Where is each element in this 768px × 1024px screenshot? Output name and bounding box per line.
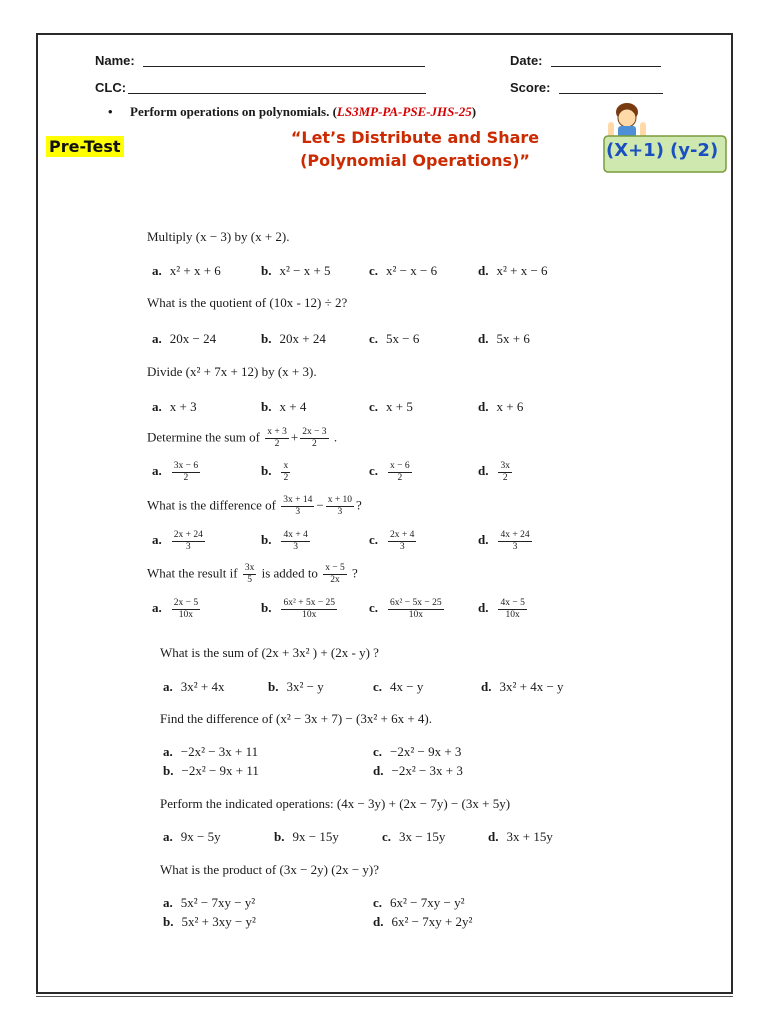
objective	[108, 104, 476, 120]
question-7: What is the sum of (2x + 3x² ) + (2x - y) ?	[160, 645, 379, 660]
fraction: $\frac{3x + 14}{3}$	[283, 495, 313, 517]
option-3a[interactable]: a. x + 3	[152, 399, 197, 414]
question-5: What is the difference of $\frac{3x + 14}{3}$ − $\frac{x + 10}{3}$ ?	[147, 495, 362, 517]
pretest-label: Pre-Test	[46, 136, 124, 157]
clipart-right-text: (y-2)	[670, 140, 719, 161]
option-10b[interactable]: b. 5x² + 3xy − y²	[163, 914, 256, 929]
question-10: What is the product of (3x − 2y) (2x − y)?	[160, 862, 379, 877]
option-1a[interactable]: a. x² + x + 6	[152, 263, 221, 278]
option-7d[interactable]: d. 3x² + 4x − y	[481, 679, 564, 694]
option-5a[interactable]: a. $\frac{2x + 24}{3}$	[152, 530, 203, 552]
name-label: Name:	[95, 53, 135, 68]
cartoon-boy-icon	[602, 98, 728, 174]
question-2: What is the quotient of (10x - 12) ÷ 2?	[147, 295, 348, 310]
fraction: $\frac{2x - 3}{2}$	[302, 427, 327, 449]
option-3d[interactable]: d. x + 6	[478, 399, 524, 414]
bottom-rule	[36, 996, 733, 997]
option-2b[interactable]: b. 20x + 24	[261, 331, 326, 346]
objective-text: Perform operations on polynomials. (	[130, 104, 337, 119]
option-4c[interactable]: c. $\frac{x - 6}{2}$	[369, 461, 410, 483]
option-9a[interactable]: a. 9x − 5y	[163, 829, 221, 844]
question-3: Divide (x² + 7x + 12) by (x + 3).	[147, 364, 317, 379]
option-3c[interactable]: c. x + 5	[369, 399, 413, 414]
clipart-left-text: (X+1)	[606, 140, 664, 161]
question-1: Multiply (x − 3) by (x + 2).	[147, 229, 290, 244]
question-4: Determine the sum of $\frac{x + 3}{2}$ + $\frac{2x - 3}{2}$ .	[147, 427, 338, 449]
option-5d[interactable]: d. $\frac{4x + 24}{3}$	[478, 530, 530, 552]
option-1d[interactable]: d. x² + x − 6	[478, 263, 548, 278]
clc-field[interactable]	[128, 93, 426, 94]
score-label: Score:	[510, 80, 551, 95]
option-3b[interactable]: b. x + 4	[261, 399, 307, 414]
option-10d[interactable]: d. 6x² − 7xy + 2y²	[373, 914, 473, 929]
option-5c[interactable]: c. $\frac{2x + 4}{3}$	[369, 530, 415, 552]
option-7c[interactable]: c. 4x − y	[373, 679, 424, 694]
option-2c[interactable]: c. 5x − 6	[369, 331, 420, 346]
question-9: Perform the indicated operations: (4x − 3y) + (2x − 7y) − (3x + 5y)	[160, 796, 511, 811]
question-8: Find the difference of (x² − 3x + 7) − (3x² + 6x + 4).	[160, 711, 433, 726]
option-2d[interactable]: d. 5x + 6	[478, 331, 530, 346]
fraction: $\frac{x + 3}{2}$	[267, 427, 287, 449]
option-7a[interactable]: a. 3x² + 4x	[163, 679, 225, 694]
title-line-1: “Let’s Distribute and Share	[290, 128, 540, 147]
clc-label: CLC:	[95, 80, 127, 95]
option-10c[interactable]: c. 6x² − 7xy − y²	[373, 895, 465, 910]
option-6d[interactable]: d. $\frac{4x - 5}{10x}$	[478, 598, 525, 620]
objective-code: LS3MP-PA-PSE-JHS-25	[336, 104, 472, 119]
option-10a[interactable]: a. 5x² − 7xy − y²	[163, 895, 256, 910]
option-9c[interactable]: c. 3x − 15y	[382, 829, 446, 844]
option-4a[interactable]: a. $\frac{3x - 6}{2}$	[152, 461, 199, 483]
date-field[interactable]	[551, 66, 661, 67]
worksheet-border	[36, 33, 733, 994]
option-6b[interactable]: b. $\frac{\text{6x² + 5x − 25}}{10x}$	[261, 598, 336, 620]
option-4d[interactable]: d. $\frac{3x}{2}$	[478, 461, 510, 483]
option-2a[interactable]: a. 20x − 24	[152, 331, 217, 346]
bullet-icon: •	[108, 104, 113, 119]
option-1c[interactable]: c. x² − x − 6	[369, 263, 438, 278]
option-7b[interactable]: b. 3x² − y	[268, 679, 324, 694]
name-field[interactable]	[143, 66, 425, 67]
fraction: $\frac{x - 5}{2x}$	[325, 563, 345, 585]
date-label: Date:	[510, 53, 543, 68]
option-9b[interactable]: b. 9x − 15y	[274, 829, 339, 844]
option-8b[interactable]: b. −2x² − 9x + 11	[163, 763, 259, 778]
option-8a[interactable]: a. −2x² − 3x + 11	[163, 744, 259, 759]
score-field[interactable]	[559, 93, 663, 94]
option-6a[interactable]: a. $\frac{2x - 5}{10x}$	[152, 598, 199, 620]
title-line-2: (Polynomial Operations)”	[300, 151, 530, 170]
question-6: What the result if $\frac{3x}{5}$ is added to $\frac{x - 5}{2x}$ ?	[147, 563, 358, 585]
option-4b[interactable]: b. $\frac{x}{2}$	[261, 461, 289, 483]
option-1b[interactable]: b. x² − x + 5	[261, 263, 331, 278]
objective-close: )	[471, 104, 477, 119]
clipart	[602, 98, 728, 174]
option-8c[interactable]: c. −2x² − 9x + 3	[373, 744, 462, 759]
option-6c[interactable]: c. $\frac{\text{6x² − 5x − 25}}{10x}$	[369, 598, 442, 620]
option-8d[interactable]: d. −2x² − 3x + 3	[373, 763, 463, 778]
fraction: $\frac{3x}{5}$	[244, 563, 255, 585]
option-9d[interactable]: d. 3x + 15y	[488, 829, 553, 844]
fraction: $\frac{x + 10}{3}$	[327, 495, 353, 517]
option-5b[interactable]: b. $\frac{4x + 4}{3}$	[261, 530, 308, 552]
